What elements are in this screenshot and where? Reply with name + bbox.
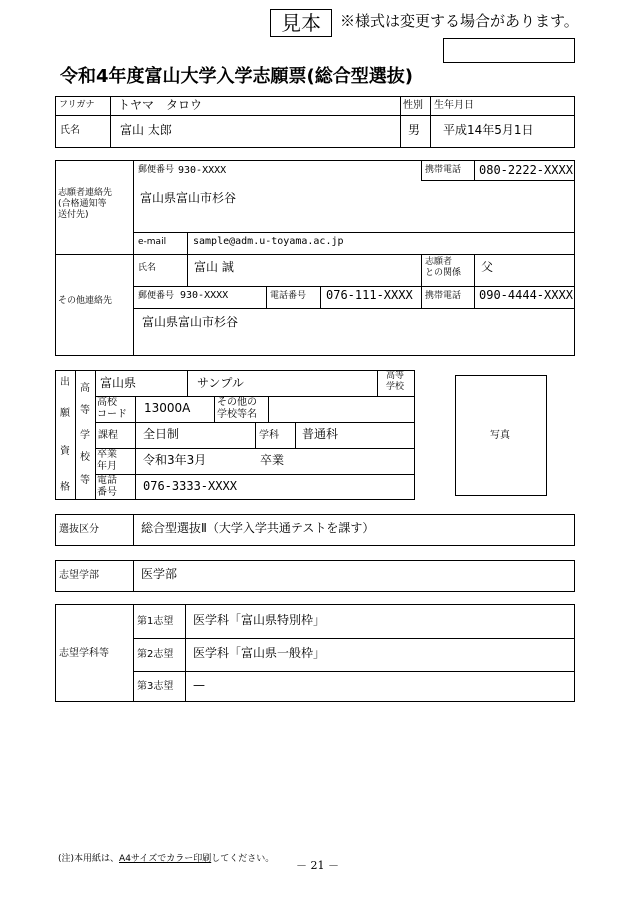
print-note-suffix: してください。 [211,854,275,864]
graduation-label: 卒業 [97,449,117,460]
faculty-label: 志望学部 [59,570,99,581]
graduation-status-value[interactable]: 卒業 [260,453,285,467]
other-mobile-value[interactable]: 090-4444-XXXX [479,288,573,302]
other-address-value[interactable]: 富山県富山市杉谷 [142,315,239,329]
prefecture-value[interactable]: 富山県 [100,376,137,390]
department-value[interactable]: 普通科 [302,427,339,441]
format-change-notice: ※様式は変更する場合があります。 [340,12,579,30]
eligibility-side-char-4: 格 [60,482,70,493]
furigana-value[interactable]: トヤマ タロウ [118,98,203,112]
other-postal-label: 郵便番号 [138,291,175,301]
birthdate-value[interactable]: 平成14年5月1日 [443,123,534,137]
page-number: － 21 － [296,859,339,872]
choice2-value[interactable]: 医学科「富山県一般枠」 [193,646,326,660]
contact-label: 志願者連絡先 [58,188,113,198]
departments-label: 志望学科等 [59,648,109,659]
choice3-label: 第3志望 [137,681,174,692]
other-school-label: その他の [217,397,257,408]
furigana-label: フリガナ [59,100,95,110]
school-side-char-5: 等 [80,475,90,486]
choice1-value[interactable]: 医学科「富山県特別枠」 [193,613,326,627]
choice3-value[interactable]: — [193,678,205,692]
school-name-value[interactable]: サンプル [197,376,244,390]
choice1-label: 第1志望 [137,616,174,627]
graduation-date-value[interactable]: 令和3年3月 [143,453,207,467]
eligibility-side-char-1: 出 [60,377,70,388]
postal-label: 郵便番号 [138,165,175,175]
school-phone-label-sub: 番号 [97,487,117,498]
sample-stamp: 見本 [270,9,332,37]
mobile-value[interactable]: 080-2222-XXXX [479,163,573,177]
photo-label: 写真 [490,430,510,441]
department-label: 学科 [259,430,279,441]
other-name-value[interactable]: 富山 誠 [194,260,234,274]
school-side-char-1: 高 [80,383,90,394]
graduation-label-sub: 年月 [97,461,117,472]
other-phone-value[interactable]: 076-111-XXXX [326,288,413,302]
address-value[interactable]: 富山県富山市杉谷 [140,191,237,205]
office-use-box [443,38,575,63]
print-note-prefix: (注)本用紙は、 [58,854,120,864]
name-label: 氏名 [60,125,80,136]
mobile-label: 携帯電話 [425,165,462,175]
school-phone-label: 電話 [97,475,117,486]
school-code-label-sub: コード [97,409,127,420]
print-note [58,855,274,865]
other-phone-label: 電話番号 [270,291,307,301]
contact-label-sub2: 送付先) [58,210,89,220]
other-name-label: 氏名 [138,263,157,273]
school-side-char-2: 等 [80,405,90,416]
postal-value[interactable]: 930-XXXX [178,165,227,176]
selection-label: 選抜区分 [59,524,99,535]
school-side-char-3: 学 [80,430,90,441]
other-postal-value[interactable]: 930-XXXX [180,290,229,301]
school-code-value[interactable]: 13000A [144,401,191,415]
other-school-label-sub: 学校等名 [217,409,257,420]
school-side-char-4: 校 [80,452,90,463]
relation-value[interactable]: 父 [481,260,494,274]
contact-label-sub1: (合格通知等 [58,199,107,209]
page-title: 令和4年度富山大学入学志願票(総合型選抜) [60,66,413,87]
relation-label: 志願者 [425,257,453,267]
faculty-value[interactable]: 医学部 [141,567,178,581]
course-label: 課程 [98,430,118,441]
course-value[interactable]: 全日制 [143,427,180,441]
relation-label-sub: との関係 [425,268,462,278]
gender-value[interactable]: 男 [408,123,421,137]
email-value[interactable]: sample@adm.u-toyama.ac.jp [193,236,344,247]
eligibility-side-char-3: 資 [60,446,70,457]
school-phone-value[interactable]: 076-3333-XXXX [143,479,237,493]
email-label: e-mail [138,237,167,247]
other-mobile-label: 携帯電話 [425,291,462,301]
other-contact-label: その他連絡先 [58,296,113,306]
print-note-emphasis: A4サイズでカラー印刷 [119,854,212,864]
name-value[interactable]: 富山 太郎 [120,123,172,137]
selection-value[interactable]: 総合型選抜Ⅱ（大学入学共通テストを課す） [141,521,375,535]
birthdate-label: 生年月日 [434,100,474,111]
gender-label: 性別 [403,100,423,111]
school-type-label-sub: 学校 [386,382,405,392]
eligibility-side-char-2: 願 [60,408,70,419]
school-type-label: 高等 [386,371,405,381]
choice2-label: 第2志望 [137,649,174,660]
school-code-label: 高校 [97,397,117,408]
